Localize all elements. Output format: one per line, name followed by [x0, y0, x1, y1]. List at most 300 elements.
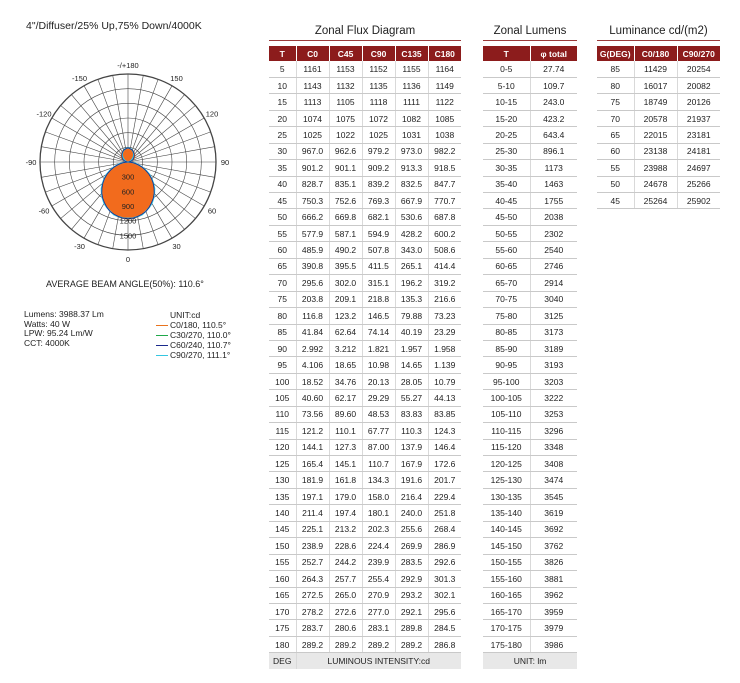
table-row: [269, 193, 461, 209]
table-cell: 2914: [530, 275, 577, 291]
table-cell: 5: [269, 61, 296, 77]
table-row: [483, 143, 577, 159]
table-cell: 15: [269, 94, 296, 110]
table-cell: 181.9: [296, 472, 329, 488]
table-row: [269, 225, 461, 241]
legend-swatch-c90: [156, 355, 168, 356]
table-cell: 40.19: [395, 324, 428, 340]
table-cell: 918.5: [428, 160, 461, 176]
table-cell: 120: [269, 439, 296, 455]
legend-swatch-c0: [156, 325, 168, 326]
table-cell: 896.1: [530, 143, 577, 159]
table-cell: 60: [269, 242, 296, 258]
table-cell: 666.2: [296, 209, 329, 225]
table-cell: 16017: [634, 77, 677, 93]
table-cell: 3881: [530, 571, 577, 587]
table-cell: 272.5: [296, 587, 329, 603]
table-cell: 643.4: [530, 127, 577, 143]
table-row: [269, 77, 461, 93]
table-cell: 277.0: [362, 603, 395, 619]
table-cell: 73.23: [428, 308, 461, 324]
table-cell: 3545: [530, 488, 577, 504]
table-row: [597, 110, 720, 126]
table-row: [483, 488, 577, 504]
specs-block: [24, 310, 104, 348]
table-cell: 65: [269, 258, 296, 274]
table-cell: 179.0: [329, 488, 362, 504]
table-cell: 283.7: [296, 620, 329, 636]
table-row: [269, 603, 461, 619]
table-cell: 319.2: [428, 275, 461, 291]
table-cell: 145.1: [329, 456, 362, 472]
table-cell: 268.4: [428, 521, 461, 537]
table-cell: 682.1: [362, 209, 395, 225]
table-cell: 272.6: [329, 603, 362, 619]
table-row: [269, 488, 461, 504]
table-cell: 278.2: [296, 603, 329, 619]
table-cell: 289.2: [329, 636, 362, 652]
column-header: C90: [362, 46, 395, 61]
table-row: [269, 456, 461, 472]
table-cell: 293.2: [395, 587, 428, 603]
table-cell: 3203: [530, 373, 577, 389]
table-cell: 255.6: [395, 521, 428, 537]
table-cell: 1.958: [428, 340, 461, 356]
table-cell: 213.2: [329, 521, 362, 537]
table-cell: 962.6: [329, 143, 362, 159]
table-cell: 85: [269, 324, 296, 340]
table-cell: 11429: [634, 61, 677, 77]
table-row: [483, 406, 577, 422]
table-cell: 3986: [530, 636, 577, 652]
table-row: [269, 357, 461, 373]
table-cell: 587.1: [329, 225, 362, 241]
angle-label: 60: [207, 206, 217, 216]
table-row: [269, 110, 461, 126]
table-cell: 155: [269, 554, 296, 570]
table-cell: 1082: [395, 110, 428, 126]
table-cell: 1105: [329, 94, 362, 110]
table-cell: 292.9: [395, 571, 428, 587]
zonal-header-row: [483, 46, 577, 61]
legend-unit: UNIT:cd: [170, 310, 201, 320]
table-cell: 1164: [428, 61, 461, 77]
table-cell: 428.2: [395, 225, 428, 241]
angle-label: -120: [36, 109, 52, 119]
table-cell: 161.8: [329, 472, 362, 488]
table-cell: 1755: [530, 193, 577, 209]
table-cell: 265.1: [395, 258, 428, 274]
table-cell: 289.2: [362, 636, 395, 652]
angle-label: -150: [71, 73, 88, 83]
angle-label: -30: [74, 242, 85, 252]
column-header: C90/270: [677, 46, 720, 61]
table-cell: 20.13: [362, 373, 395, 389]
table-cell: 110.3: [395, 423, 428, 439]
table-cell: 3962: [530, 587, 577, 603]
table-row: [269, 571, 461, 587]
table-cell: 283.1: [362, 620, 395, 636]
table-cell: 48.53: [362, 406, 395, 422]
table-cell: 55: [597, 160, 634, 176]
table-cell: 289.2: [395, 636, 428, 652]
angle-label: -90: [25, 158, 37, 167]
table-cell: 120-125: [483, 456, 530, 472]
table-cell: 216.6: [428, 291, 461, 307]
table-row: [483, 160, 577, 176]
table-cell: 18.65: [329, 357, 362, 373]
table-row: [269, 423, 461, 439]
table-cell: 901.1: [329, 160, 362, 176]
zonal-lumens-title: Zonal Lumens: [483, 25, 577, 41]
table-row: [483, 77, 577, 93]
column-header: C135: [395, 46, 428, 61]
table-cell: 55.27: [395, 390, 428, 406]
table-cell: 1173: [530, 160, 577, 176]
table-row: [269, 143, 461, 159]
table-row: [597, 61, 720, 77]
table-row: [483, 505, 577, 521]
table-cell: 160-165: [483, 587, 530, 603]
table-cell: 28.05: [395, 373, 428, 389]
table-cell: 170-175: [483, 620, 530, 636]
table-cell: 105-110: [483, 406, 530, 422]
table-row: [483, 61, 577, 77]
table-cell: 302.1: [428, 587, 461, 603]
table-cell: 1.957: [395, 340, 428, 356]
table-cell: 30: [269, 143, 296, 159]
table-cell: 24678: [634, 176, 677, 192]
table-cell: 10.79: [428, 373, 461, 389]
table-row: [483, 538, 577, 554]
table-cell: 124.3: [428, 423, 461, 439]
table-cell: 2540: [530, 242, 577, 258]
table-row: [269, 258, 461, 274]
table-row: [269, 94, 461, 110]
table-row: [483, 340, 577, 356]
table-cell: 83.85: [428, 406, 461, 422]
table-cell: 423.2: [530, 110, 577, 126]
table-row: [483, 258, 577, 274]
table-cell: 175-180: [483, 636, 530, 652]
table-cell: 3173: [530, 324, 577, 340]
table-row: [269, 587, 461, 603]
table-cell: 191.6: [395, 472, 428, 488]
table-cell: 109.7: [530, 77, 577, 93]
table-cell: 20254: [677, 61, 720, 77]
table-cell: 175: [269, 620, 296, 636]
table-cell: 3959: [530, 603, 577, 619]
table-row: [269, 538, 461, 554]
table-cell: 839.2: [362, 176, 395, 192]
table-cell: 1153: [329, 61, 362, 77]
spec-lumens: Lumens: 3988.37 Lm: [24, 309, 104, 319]
table-row: [483, 439, 577, 455]
table-cell: 60: [597, 143, 634, 159]
column-header: φ total: [530, 46, 577, 61]
table-cell: 24697: [677, 160, 720, 176]
table-cell: 22015: [634, 127, 677, 143]
table-cell: 83.83: [395, 406, 428, 422]
ring-label: 300: [121, 172, 135, 182]
table-cell: 530.6: [395, 209, 428, 225]
luminance-table: [597, 46, 720, 209]
table-cell: 110: [269, 406, 296, 422]
table-cell: 1149: [428, 77, 461, 93]
table-cell: 80: [597, 77, 634, 93]
table-cell: 95-100: [483, 373, 530, 389]
table-cell: 165.4: [296, 456, 329, 472]
table-cell: 15-20: [483, 110, 530, 126]
column-header: C180: [428, 46, 461, 61]
table-cell: 70: [269, 275, 296, 291]
table-cell: 3253: [530, 406, 577, 422]
table-row: [483, 390, 577, 406]
table-cell: 20578: [634, 110, 677, 126]
table-cell: 2038: [530, 209, 577, 225]
table-cell: 167.9: [395, 456, 428, 472]
table-cell: 1136: [395, 77, 428, 93]
table-cell: 50: [269, 209, 296, 225]
table-cell: 1463: [530, 176, 577, 192]
table-cell: 1155: [395, 61, 428, 77]
table-cell: 238.9: [296, 538, 329, 554]
table-cell: 130: [269, 472, 296, 488]
table-cell: 115-120: [483, 439, 530, 455]
table-cell: 25-30: [483, 143, 530, 159]
legend-swatch-c60: [156, 345, 168, 346]
table-cell: 50-55: [483, 225, 530, 241]
table-cell: 239.9: [362, 554, 395, 570]
table-cell: 5-10: [483, 77, 530, 93]
table-cell: 252.7: [296, 554, 329, 570]
table-cell: 1075: [329, 110, 362, 126]
table-row: [483, 373, 577, 389]
table-cell: 1025: [362, 127, 395, 143]
table-row: [269, 308, 461, 324]
table-cell: 197.4: [329, 505, 362, 521]
table-cell: 135: [269, 488, 296, 504]
table-row: [483, 324, 577, 340]
table-cell: 280.6: [329, 620, 362, 636]
table-cell: 211.4: [296, 505, 329, 521]
table-cell: 75-80: [483, 308, 530, 324]
footer-deg: DEG: [269, 653, 296, 669]
table-cell: 20: [269, 110, 296, 126]
table-cell: 25266: [677, 176, 720, 192]
table-cell: 2746: [530, 258, 577, 274]
table-row: [269, 160, 461, 176]
table-cell: 80: [269, 308, 296, 324]
table-cell: 979.2: [362, 143, 395, 159]
table-cell: 45-50: [483, 209, 530, 225]
angle-label: 120: [205, 109, 219, 119]
table-cell: 269.9: [395, 538, 428, 554]
legend-item: C60/240, 110.7°: [156, 340, 231, 350]
table-row: [597, 127, 720, 143]
table-cell: 284.5: [428, 620, 461, 636]
table-cell: 240.0: [395, 505, 428, 521]
table-cell: 135.3: [395, 291, 428, 307]
table-cell: 130-135: [483, 488, 530, 504]
table-cell: 21937: [677, 110, 720, 126]
table-cell: 2302: [530, 225, 577, 241]
table-row: [483, 209, 577, 225]
table-row: [269, 373, 461, 389]
table-cell: 1161: [296, 61, 329, 77]
table-cell: 125: [269, 456, 296, 472]
table-row: [483, 308, 577, 324]
table-cell: 3222: [530, 390, 577, 406]
table-cell: 909.2: [362, 160, 395, 176]
luminance-header-row: [597, 46, 720, 61]
table-row: [483, 225, 577, 241]
table-cell: 90-95: [483, 357, 530, 373]
column-header: T: [269, 46, 296, 61]
ring-label: 600: [121, 187, 135, 197]
table-row: [483, 587, 577, 603]
table-cell: 414.4: [428, 258, 461, 274]
table-cell: 769.3: [362, 193, 395, 209]
table-cell: 395.5: [329, 258, 362, 274]
table-cell: 110-115: [483, 423, 530, 439]
table-cell: 3189: [530, 340, 577, 356]
table-cell: 172.6: [428, 456, 461, 472]
table-row: [269, 275, 461, 291]
table-cell: 770.7: [428, 193, 461, 209]
product-title: 4"/Diffuser/25% Up,75% Down/4000K: [26, 20, 202, 32]
column-header: C45: [329, 46, 362, 61]
table-cell: 343.0: [395, 242, 428, 258]
table-cell: 145: [269, 521, 296, 537]
table-cell: 196.2: [395, 275, 428, 291]
table-cell: 89.60: [329, 406, 362, 422]
table-row: [483, 554, 577, 570]
table-cell: 667.9: [395, 193, 428, 209]
table-cell: 90: [269, 340, 296, 356]
table-cell: 1132: [329, 77, 362, 93]
table-cell: 3040: [530, 291, 577, 307]
table-cell: 1111: [395, 94, 428, 110]
luminance-title: Luminance cd/(m2): [597, 25, 720, 41]
table-cell: 1038: [428, 127, 461, 143]
table-row: [597, 94, 720, 110]
table-cell: 218.8: [362, 291, 395, 307]
table-cell: 170: [269, 603, 296, 619]
table-cell: 901.2: [296, 160, 329, 176]
table-row: [269, 209, 461, 225]
table-cell: 145-150: [483, 538, 530, 554]
table-cell: 150-155: [483, 554, 530, 570]
table-cell: 10.98: [362, 357, 395, 373]
table-row: [483, 242, 577, 258]
table-cell: 165-170: [483, 603, 530, 619]
legend-item: C0/180, 110.5°: [156, 320, 231, 330]
table-cell: 155-160: [483, 571, 530, 587]
table-cell: 18.52: [296, 373, 329, 389]
table-cell: 202.3: [362, 521, 395, 537]
table-cell: 105: [269, 390, 296, 406]
table-cell: 229.4: [428, 488, 461, 504]
spec-cct: CCT: 4000K: [24, 337, 70, 348]
table-cell: 41.84: [296, 324, 329, 340]
column-header: C0: [296, 46, 329, 61]
angle-label: 30: [172, 242, 181, 252]
table-cell: 4.106: [296, 357, 329, 373]
angle-label: 150: [170, 73, 183, 83]
table-cell: 144.1: [296, 439, 329, 455]
table-cell: 1.821: [362, 340, 395, 356]
table-cell: 34.76: [329, 373, 362, 389]
table-cell: 967.0: [296, 143, 329, 159]
table-cell: 24181: [677, 143, 720, 159]
polar-candela-diagram: [18, 61, 238, 277]
ring-label: 1200: [119, 216, 137, 226]
table-row: [269, 636, 461, 652]
table-cell: 485.9: [296, 242, 329, 258]
table-cell: 45: [597, 193, 634, 209]
table-cell: 35: [269, 160, 296, 176]
table-cell: 577.9: [296, 225, 329, 241]
table-cell: 216.4: [395, 488, 428, 504]
table-cell: 62.64: [329, 324, 362, 340]
table-cell: 140-145: [483, 521, 530, 537]
table-cell: 228.6: [329, 538, 362, 554]
table-cell: 20126: [677, 94, 720, 110]
table-cell: 60-65: [483, 258, 530, 274]
table-cell: 62.17: [329, 390, 362, 406]
table-cell: 110.1: [329, 423, 362, 439]
table-row: [269, 340, 461, 356]
table-cell: 3692: [530, 521, 577, 537]
column-header: T: [483, 46, 530, 61]
table-row: [269, 242, 461, 258]
angle-label: -60: [38, 206, 50, 216]
table-cell: 87.00: [362, 439, 395, 455]
table-cell: 160: [269, 571, 296, 587]
table-row: [269, 61, 461, 77]
table-row: [483, 176, 577, 192]
table-cell: 687.8: [428, 209, 461, 225]
table-cell: 507.8: [362, 242, 395, 258]
table-cell: 750.3: [296, 193, 329, 209]
table-cell: 25264: [634, 193, 677, 209]
table-cell: 123.2: [329, 308, 362, 324]
footer-unit: LUMINOUS INTENSITY:cd: [296, 653, 461, 669]
table-cell: 197.1: [296, 488, 329, 504]
footer-unit: UNIT: lm: [483, 653, 577, 669]
table-cell: 301.3: [428, 571, 461, 587]
table-cell: 982.2: [428, 143, 461, 159]
table-cell: 70-75: [483, 291, 530, 307]
table-cell: 1022: [329, 127, 362, 143]
table-cell: 225.1: [296, 521, 329, 537]
table-cell: 135-140: [483, 505, 530, 521]
table-cell: 264.3: [296, 571, 329, 587]
table-cell: 270.9: [362, 587, 395, 603]
table-cell: 146.4: [428, 439, 461, 455]
table-row: [483, 571, 577, 587]
table-cell: 292.1: [395, 603, 428, 619]
table-cell: 100-105: [483, 390, 530, 406]
zonal-footer-row: [483, 653, 577, 669]
table-cell: 669.8: [329, 209, 362, 225]
table-cell: 1135: [362, 77, 395, 93]
table-cell: 23138: [634, 143, 677, 159]
table-cell: 600.2: [428, 225, 461, 241]
table-cell: 134.3: [362, 472, 395, 488]
table-cell: 973.0: [395, 143, 428, 159]
